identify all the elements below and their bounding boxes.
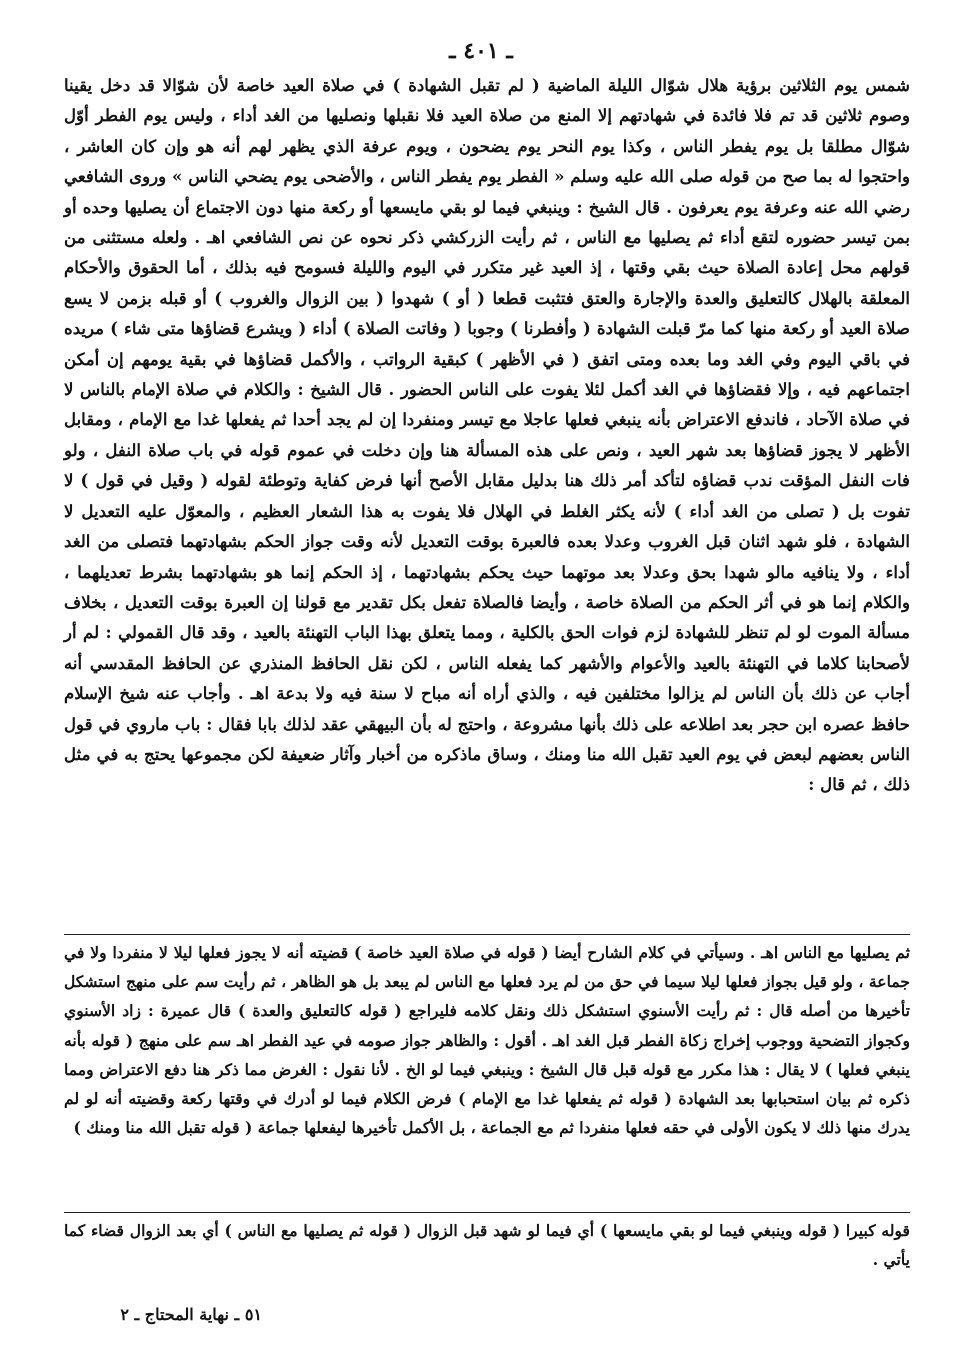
footnote-paragraph-2: قوله كبيرا ( قوله وينبغي فيما لو بقي مايسعها ) أي فيما لو شهد قبل الزوال ( قوله ثم يصليها مع الناس ) أي بعد الزوال قضاء كما يأتي . bbox=[64, 1221, 910, 1269]
footnote-divider-1 bbox=[64, 934, 910, 935]
footnote-section-1 bbox=[64, 938, 910, 1142]
main-paragraph: شمس يوم الثلاثين برؤية هلال شوّال الليلة الماضية ( لم تقبل الشهادة ) في صلاة العيد خاصة لأن شوّالا قد دخل يقينا وصوم ثلاثين قد تم فلا فائدة في شهادتهم إلا المنع من صلاة العيد فلا نقبلها ونصليها من الغد أداء ، وليس يوم الفطر أوّل شوّال مطلقا بل يوم يفطر الناس ، وكذا يوم النحر يوم يضحون ، ويوم عرفة الذي يظهر لهم أنه هو وإن كان العاشر ، واحتجوا له بما صح من قوله صلى الله عليه وسلم « الفطر يوم يفطر الناس ، والأضحى يوم يضحي الناس » وروى الشافعي رضي الله عنه وعرفة يوم يعرفون . قال الشيخ : وينبغي فيما لو بقي مايسعها أو ركعة منها دون الاجتماع أن يصليها وحده أو بمن تيسر حضوره لتقع أداء ثم يصليها مع الناس ، ثم رأيت الزركشي ذكر نحوه عن نص الشافعي اهـ . ولعله مستثنى من قولهم محل إعادة الصلاة حيث بقي وقتها ، إذ العيد غير متكرر في اليوم والليلة فسومح فيه بذلك ، أما الحقوق والأحكام المعلقة بالهلال كالتعليق والعدة والإجارة والعتق فتثبت قطعا ( أو ) شهدوا ( بين الزوال والغروب ) أو قبله بزمن لا يسع صلاة العيد أو ركعة منها كما مرّ قبلت الشهادة ( وأفطرنا ) وجوبا ( وفاتت الصلاة ) أداء ( ويشرع قضاؤها متى شاء ) مريده في باقي اليوم وفي الغد وما بعده ومتى اتفق ( في الأظهر ) كبقية الرواتب ، والأكمل قضاؤها في بقية يومهم إن أمكن اجتماعهم فيه ، وإلا فقضاؤها في الغد أكمل لئلا يفوت على الناس الحضور . قال الشيخ : والكلام في صلاة الإمام بالناس لا في صلاة الآحاد ، فاندفع الاعتراض بأنه ينبغي فعلها عاجلا مع تيسر ومنفردا إن لم يجد أحدا ثم يفعلها غدا مع الإمام ، ومقابل الأظهر لا يجوز قضاؤها بعد شهر العيد ، ونص على هذه المسألة هنا وإن دخلت في عموم قوله في باب صلاة النفل ، ولو فات النفل المؤقت ندب قضاؤه لتأكد أمر ذلك هنا بدليل مقابل الأصح أنها فرض كفاية وتوطئة لقوله ( وقيل في قول ) لا تفوت بل ( تصلى من الغد أداء ) لأنه يكثر الغلط في الهلال فلا يفوت به هذا الشعار العظيم ، والمعوّل عليه التعديل لا الشهادة ، فلو شهد اثنان قبل الغروب وعدلا بعده فالعبرة بوقت التعديل لأنه وقت جواز الحكم بشهادتهما فتصلى من الغد أداء ، ولا ينافيه مالو شهدا بحق وعدلا بعد موتهما حيث يحكم بشهادتهما ، إذ الحكم إنما هو بشهادتهما بشرط تعديلهما ، والكلام إنما هو في أثر الحكم من الصلاة خاصة ، وأيضا فالصلاة تفعل بكل تقدير مع قولنا إن العبرة بوقت التعديل ، بخلاف مسألة الموت لو لم تنظر للشهادة لزم فوات الحق بالكلية ، ومما يتعلق بهذا الباب التهنئة بالعيد ، وقد قال القمولي : لم أر لأصحابنا كلاما في التهنئة بالعيد والأعوام والأشهر كما يفعله الناس ، لكن نقل الحافظ المنذري عن الحافظ المقدسي أنه أجاب عن ذلك بأن الناس لم يزالوا مختلفين فيه ، والذي أراه أنه مباح لا سنة فيه ولا بدعة اهـ . وأجاب عنه شيخ الإسلام حافظ عصره ابن حجر بعد اطلاعه على ذلك بأنها مشروعة ، واحتج له بأن البيهقي عقد لذلك بابا فقال : باب ماروي في قول الناس بعضهم لبعض في يوم العيد تقبل الله منا ومنك ، وساق ماذكره من أخبار وآثار ضعيفة لكن مجموعها يحتج به في مثل ذلك ، ثم قال : bbox=[64, 75, 910, 795]
printer-signature: ٥١ ـ نهاية المحتاج ـ ٢ bbox=[120, 1305, 262, 1324]
footnote-section-2 bbox=[64, 1216, 910, 1274]
main-text-body bbox=[64, 70, 910, 800]
footnote-divider-2 bbox=[64, 1212, 910, 1213]
page-number: ـ ٤٠١ ـ bbox=[449, 38, 513, 64]
footnote-paragraph-1: ثم يصليها مع الناس اهـ . وسيأتي في كلام الشارح أيضا ( قوله في صلاة العيد خاصة ) قضيته أنه لا يجوز فعلها ليلا لا منفردا ولا في جماعة ، ولو قيل بجواز فعلها ليلا سيما في حق من لم يرد فعلها مع الناس لم يبعد بل هو الظاهر ، ثم رأيت سم على منهج استشكل تأخيرها من أصله قال : ثم رأيت الأسنوي استشكل ذلك ونقل كلامه فليراجع ( قوله كالتعليق والعدة ) قال عميرة : زاد الأسنوي وكجواز التضحية ووجوب إخراج زكاة الفطر قبل الغد اهـ . أقول : والظاهر جواز صومه في عيد الفطر اهـ سم على منهج ( قوله بأنه ينبغي فعلها ) لا يقال : هذا مكرر مع قوله قبل قال الشيخ : وينبغي فيما لو الخ . لأنا نقول : الغرض مما ذكر هنا دفع الاعتراض ومما ذكره ثم بيان استحبابها بعد الشهادة ( قوله ثم يفعلها غدا مع الإمام ) فرض الكلام فيما لو أدرك في وقتها ركعة وقضيته أنه لو لم يدرك منها ذلك لا يكون الأولى في حقه فعلها منفردا ثم مع الجماعة ، بل الأكمل تأخيرها ليفعلها جماعة ( قوله تقبل الله منا ومنك ) bbox=[64, 943, 910, 1138]
